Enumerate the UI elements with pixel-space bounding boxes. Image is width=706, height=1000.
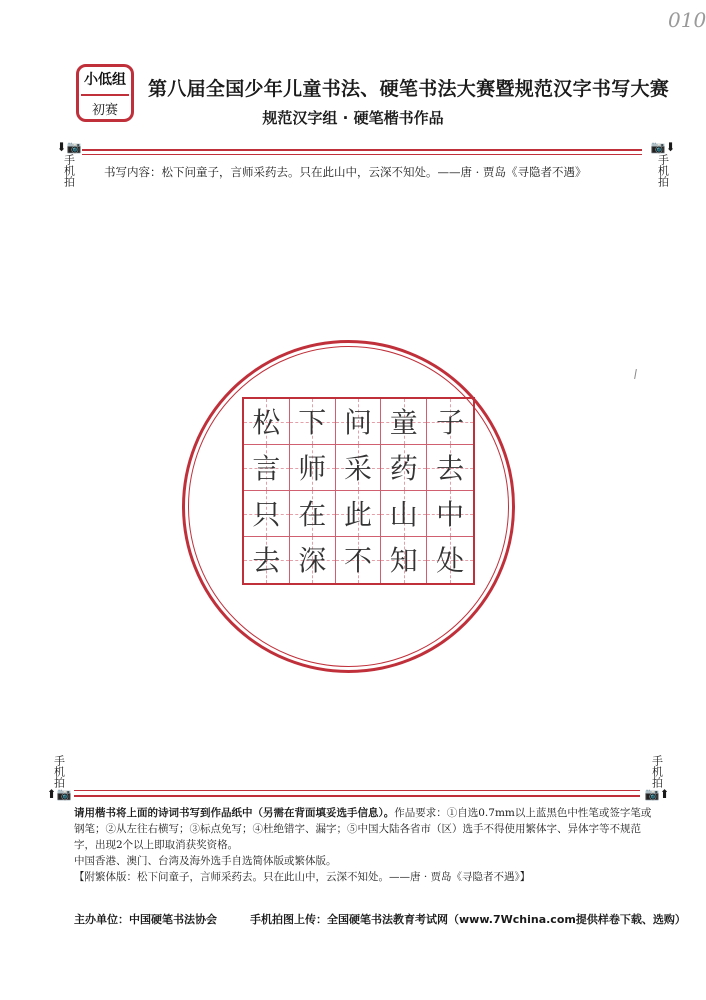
marker-label: 手机拍: [656, 154, 670, 187]
page-title: 第八届全国少年儿童书法、硬笔书法大赛暨规范汉字书写大赛: [148, 78, 670, 100]
grid-cell: [381, 537, 427, 583]
pencil-tick-mark: [634, 369, 637, 379]
handwritten-character: 松: [252, 405, 281, 439]
handwritten-character: 师: [298, 451, 327, 485]
grid-cell: [244, 537, 290, 583]
grid-cell: [336, 491, 382, 537]
requirements-text: 作品要求：①自选0.7mm以上蓝黑色中性笔或签字笔或钢笔；②从左往右横写；③标点免写；④杜绝错字、漏字；⑤中国大陆各省市（区）选手不得使用繁体字、异体字等不规范字，出现2个以上即取消获奖资格。: [74, 807, 652, 851]
traditional-note: 【附繁体版：松下问童子，言师采药去。只在此山中，云深不知处。——唐 · 贾岛《寻隐者不遇》】: [74, 871, 531, 883]
round-label: 初赛: [91, 103, 118, 118]
camera-marker-top-right: [648, 141, 678, 187]
page-subtitle: 规范汉字组 · 硬笔楷书作品: [262, 109, 444, 127]
handwritten-character: 下: [298, 405, 327, 439]
bottom-red-line: [74, 795, 640, 797]
grid-cell: [336, 445, 382, 491]
grid-cell: [290, 445, 336, 491]
tianzige-grid: [242, 397, 475, 585]
handwritten-character: 药: [389, 451, 418, 485]
camera-icon: 📷⬆: [644, 787, 670, 801]
grid-cell: [336, 537, 382, 583]
group-badge-label: 小低组: [84, 72, 126, 88]
handwritten-character: 知: [389, 544, 418, 578]
handwritten-character: 问: [343, 405, 372, 439]
instructions-lead: 请用楷书将上面的诗词书写到作品纸中（另需在背面填妥选手信息）。: [74, 807, 395, 819]
top-red-line: [82, 149, 642, 151]
camera-icon: ⬆📷: [46, 787, 72, 801]
marker-label: 手机拍: [52, 755, 66, 788]
grid-cell: [381, 399, 427, 445]
handwritten-character: 此: [343, 497, 372, 531]
instructions-block: [74, 805, 654, 885]
grid-cell: [290, 537, 336, 583]
upload-text: 手机拍图上传：全国硬笔书法教育考试网（www.7Wchina.com提供样卷下载、选购）: [250, 913, 686, 926]
bottom-thin-line: [74, 790, 640, 791]
handwritten-character: 在: [298, 497, 327, 531]
grid-cell: [427, 537, 473, 583]
page-number-annotation: 010: [668, 8, 706, 32]
group-badge-divider: [81, 94, 129, 96]
handwritten-character: 去: [252, 544, 281, 578]
grid-cell: [381, 445, 427, 491]
handwritten-character: 子: [436, 405, 465, 439]
grid-cell: [244, 445, 290, 491]
writing-content-line: 书写内容：松下问童子，言师采药去。只在此山中，云深不知处。——唐 · 贾岛《寻隐者不遇》: [104, 165, 587, 179]
marker-label: 手机拍: [650, 755, 664, 788]
handwritten-character: 不: [343, 544, 372, 578]
grid-cell: [336, 399, 382, 445]
handwritten-character: 言: [252, 451, 281, 485]
hk-note: 中国香港、澳门、台湾及海外选手自选简体版或繁体版。: [74, 855, 337, 867]
camera-marker-bottom-left: [44, 755, 74, 801]
grid-cell: [244, 491, 290, 537]
camera-marker-top-left: [54, 141, 84, 187]
camera-icon: ⬇📷: [56, 140, 82, 154]
grid-cell: [427, 491, 473, 537]
grid-cell: [427, 445, 473, 491]
camera-marker-bottom-right: [642, 755, 672, 801]
camera-icon: 📷⬇: [650, 140, 676, 154]
grid-cell: [290, 399, 336, 445]
handwritten-character: 处: [436, 544, 465, 578]
grid-cell: [244, 399, 290, 445]
handwritten-character: 山: [389, 497, 418, 531]
handwritten-character: 童: [389, 405, 418, 439]
top-thin-line: [82, 154, 642, 155]
grid-cell: [427, 399, 473, 445]
grid-cell: [290, 491, 336, 537]
handwritten-character: 只: [252, 497, 281, 531]
organizer-text: 主办单位：中国硬笔书法协会: [74, 913, 217, 926]
handwritten-character: 去: [436, 451, 465, 485]
handwritten-character: 中: [436, 497, 465, 531]
grid-cell: [381, 491, 427, 537]
handwritten-character: 采: [343, 451, 372, 485]
marker-label: 手机拍: [62, 154, 76, 187]
handwritten-character: 深: [298, 544, 327, 578]
